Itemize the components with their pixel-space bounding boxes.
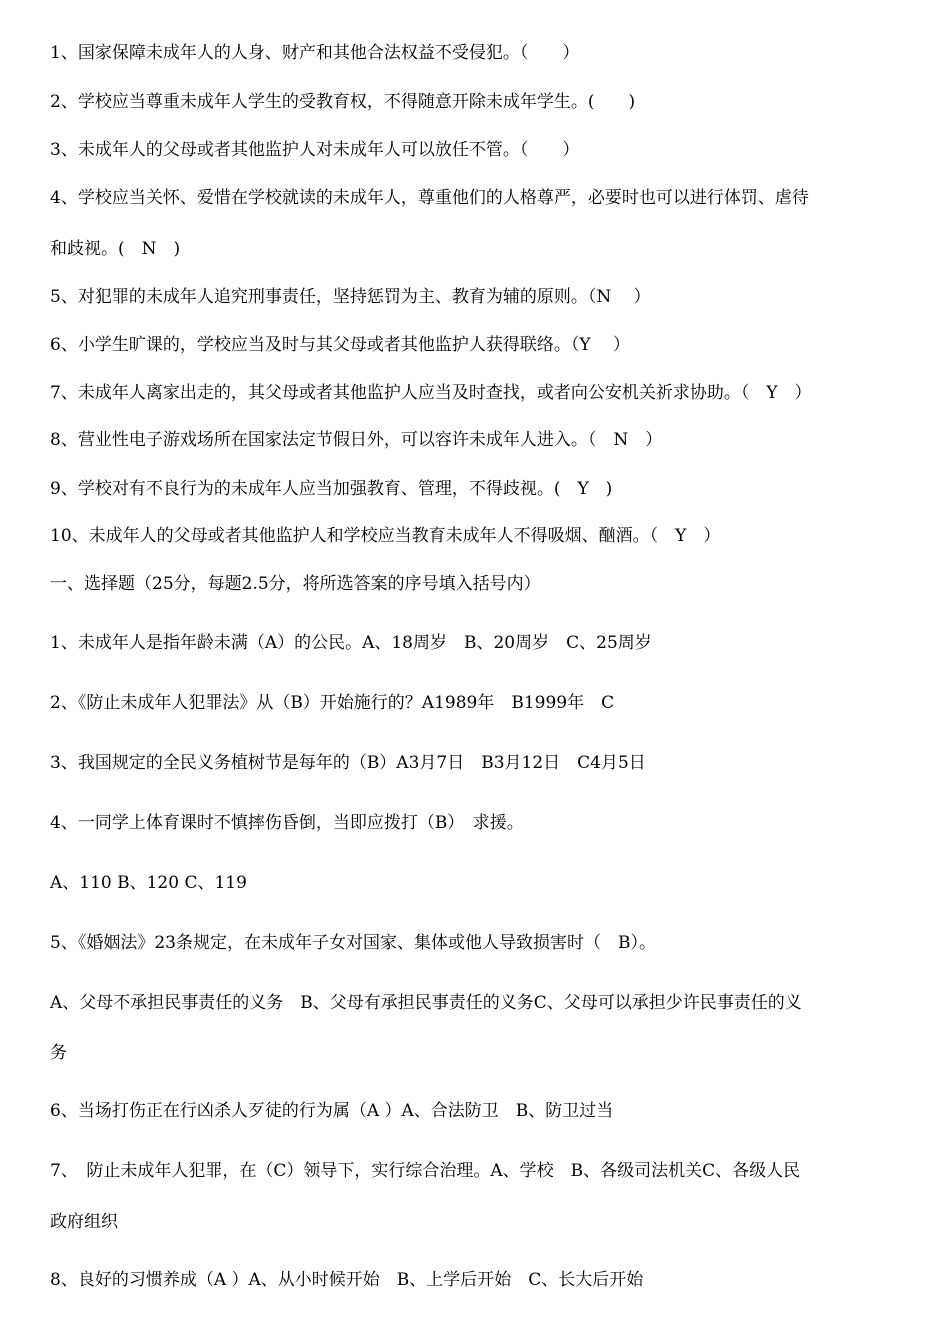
- choice-question-4: 4、一同学上体育课时不慎摔伤昏倒，当即应拨打（B） 求援。: [50, 813, 524, 833]
- choice-question-4-options: A、110 B、120 C、119: [50, 873, 247, 893]
- choice-question-5: 5、《婚姻法》23条规定，在未成年子女对国家、集体或他人导致损害时（ B）。: [50, 933, 656, 953]
- choice-question-5-options-cont: 务: [50, 1043, 67, 1063]
- tf-question-9: 9、学校对有不良行为的未成年人应当加强教育、管理，不得歧视。( Y ): [50, 479, 613, 499]
- tf-question-5: 5、对犯罪的未成年人追究刑事责任，坚持惩罚为主、教育为辅的原则。（N ）: [50, 287, 651, 307]
- choice-question-5-options: A、父母不承担民事责任的义务 B、父母有承担民事责任的义务C、父母可以承担少许民事责任的义: [50, 993, 802, 1013]
- choice-question-6: 6、当场打伤正在行凶杀人歹徒的行为属（A ）A、合法防卫 B、防卫过当: [50, 1101, 614, 1121]
- choice-question-8: 8、良好的习惯养成（A ）A、从小时候开始 B、上学后开始 C、长大后开始: [50, 1270, 644, 1290]
- tf-question-4-cont: 和歧视。( N ): [50, 239, 181, 259]
- choice-question-2: 2、《防止未成年人犯罪法》从（B）开始施行的？A1989年 B1999年 C: [50, 693, 615, 713]
- section-title: 一、选择题（25分，每题2.5分，将所选答案的序号填入括号内）: [50, 574, 541, 594]
- choice-question-3: 3、我国规定的全民义务植树节是每年的（B）A3月7日 B3月12日 C4月5日: [50, 753, 646, 773]
- tf-question-10: 10、未成年人的父母或者其他监护人和学校应当教育未成年人不得吸烟、酗酒。（ Y ）: [50, 526, 721, 546]
- choice-question-1: 1、未成年人是指年龄未满（A）的公民。A、18周岁 B、20周岁 C、25周岁: [50, 633, 652, 653]
- tf-question-4: 4、学校应当关怀、爱惜在学校就读的未成年人，尊重他们的人格尊严，必要时也可以进行体罚、虐待: [50, 188, 809, 208]
- tf-question-2: 2、学校应当尊重未成年人学生的受教育权，不得随意开除未成年学生。( ): [50, 92, 636, 112]
- tf-question-1: 1、国家保障未成年人的人身、财产和其他合法权益不受侵犯。（ ）: [50, 43, 580, 63]
- choice-question-7: 7、 防止未成年人犯罪，在（C）领导下，实行综合治理。A、学校 B、各级司法机关C、各级人民: [50, 1161, 801, 1181]
- tf-question-7: 7、未成年人离家出走的，其父母或者其他监护人应当及时查找，或者向公安机关祈求协助。（ Y ）: [50, 383, 812, 403]
- tf-question-8: 8、营业性电子游戏场所在国家法定节假日外，可以容许未成年人进入。（ N ）: [50, 430, 663, 450]
- tf-question-6: 6、小学生旷课的，学校应当及时与其父母或者其他监护人获得联络。（Y ）: [50, 335, 630, 355]
- choice-question-7-cont: 政府组织: [50, 1212, 118, 1232]
- tf-question-3: 3、未成年人的父母或者其他监护人对未成年人可以放任不管。（ ）: [50, 140, 580, 160]
